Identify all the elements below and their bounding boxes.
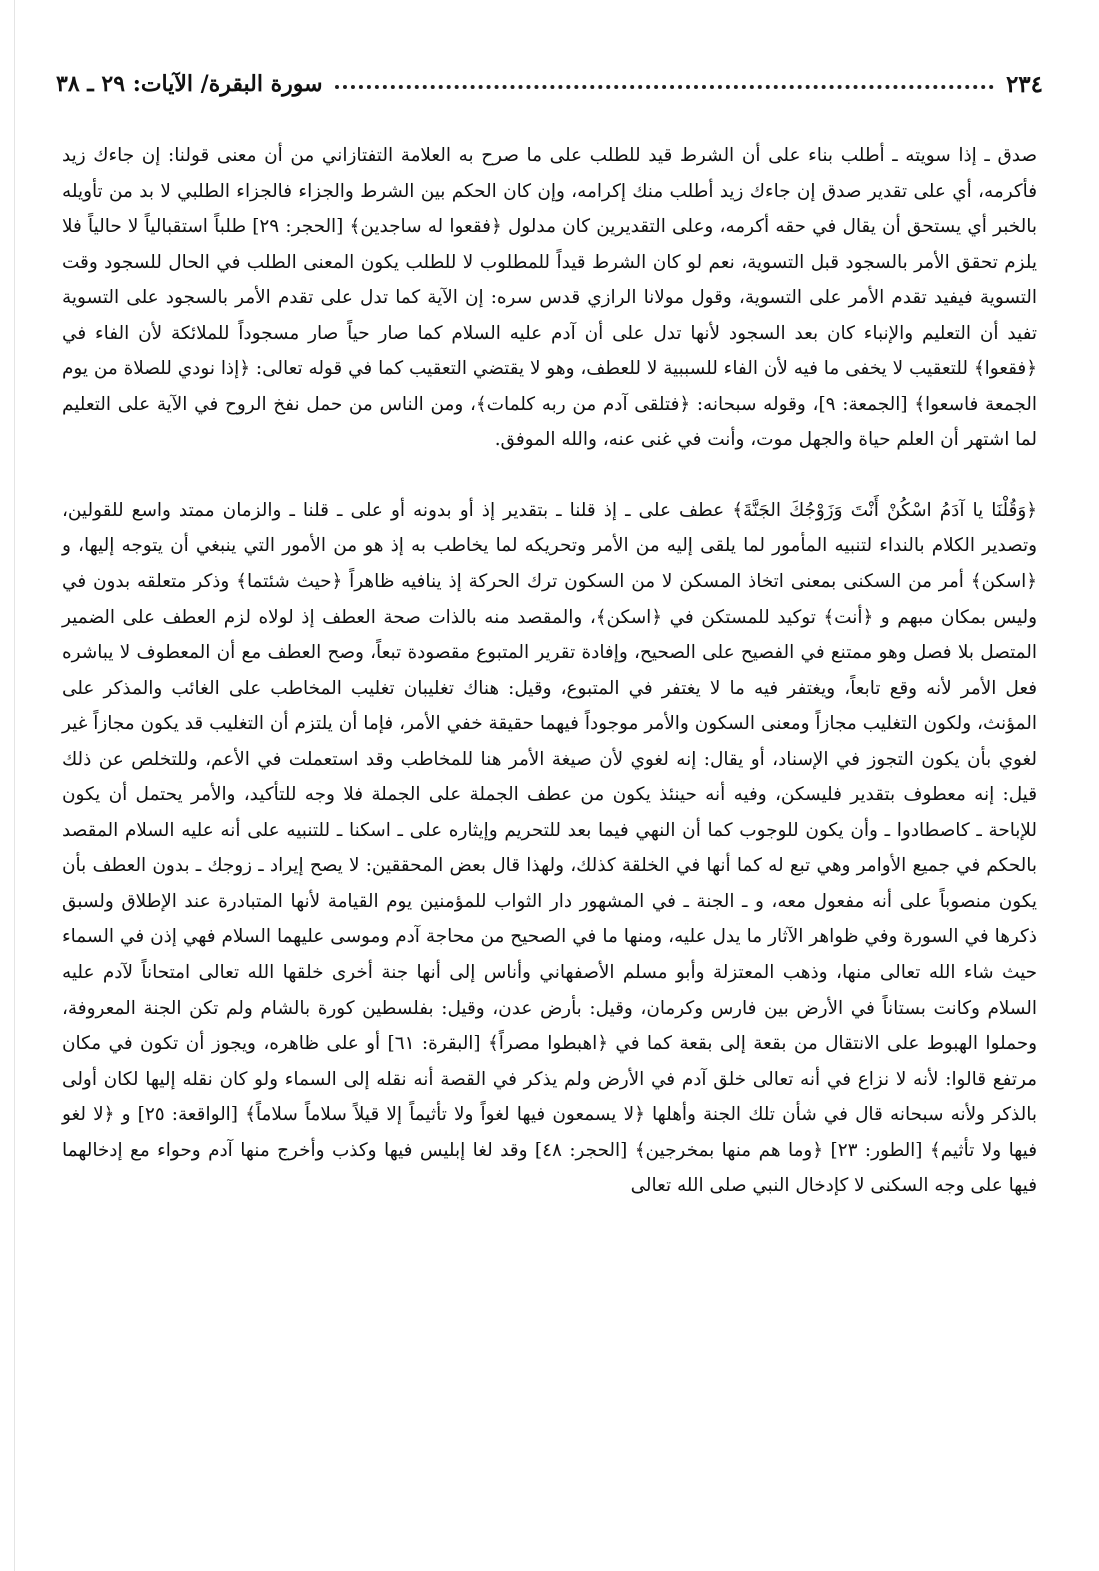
paragraph-2: ﴿وَقُلْنَا يا آدَمُ اسْكُنْ أَنْتَ وَزَوْجُكَ الجَنَّةَ﴾ عطف على ـ إذ قلنا ـ بتقدير إذ أو بدونه أو على ـ قلنا ـ والزمان ممتد واسع للقولين، وتصدير الكلام بالنداء لتنبيه المأمور لما يلقى إليه من الأمر وتحريكه لما يخاطب به إذ هو من الأمور التي ينبغي أن يتوجه إليها، و ﴿اسكن﴾ أمر من السكنى بمعنى اتخاذ المسكن لا من السكون ترك الحركة إذ ينافيه ظاهراً ﴿حيث شئتما﴾ وذكر متعلقه بدون في وليس بمكان مبهم و ﴿أنت﴾ توكيد للمستكن في ﴿اسكن﴾، والمقصد منه بالذات صحة العطف إذ لولاه لزم العطف على الضمير المتصل بلا فصل وهو ممتنع في الفصيح على الصحيح، وإفادة تقرير المتبوع مقصودة تبعاً، وصح العطف مع أن المعطوف لا يباشره فعل الأمر لأنه وقع تابعاً، ويغتفر فيه ما لا يغتفر في المتبوع، وقيل: هناك تغليبان تغليب المخاطب على الغائب والمذكر على المؤنث، ولكون التغليب مجازاً ومعنى السكون والأمر موجوداً فيهما حقيقة خفي الأمر، فإما أن يلتزم أن التغليب قد يكون مجازاً غير لغوي بأن يكون التجوز في الإسناد، أو يقال: إنه لغوي لأن صيغة الأمر هنا للمخاطب وقد استعملت في الأعم، وللتخلص عن ذلك قيل: إنه معطوف بتقدير فليسكن، وفيه أنه حينئذ يكون من عطف الجملة على الجملة فلا وجه للتأكيد، والأمر يحتمل أن يكون للإباحة ـ كاصطادوا ـ وأن يكون للوجوب كما أن النهي فيما بعد للتحريم وإيثاره على ـ اسكنا ـ للتنبيه على أنه عليه السلام المقصد بالحكم في جميع الأوامر وهي تبع له كما أنها في الخلقة كذلك، ولهذا قال بعض المحققين: لا يصح إيراد ـ زوجك ـ بدون العطف بأن يكون منصوباً على أنه مفعول معه، و ـ الجنة ـ في المشهور دار الثواب للمؤمنين يوم القيامة لأنها المتبادرة عند الإطلاق ولسبق ذكرها في السورة وفي ظواهر الآثار ما يدل عليه، ومنها ما في الصحيح من محاجة آدم وموسى عليهما السلام فهي إذن في السماء حيث شاء الله تعالى منها، وذهب المعتزلة وأبو مسلم الأصفهاني وأناس إلى أنها جنة أخرى خلقها الله تعالى امتحاناً لآدم عليه السلام وكانت بستاناً في الأرض بين فارس وكرمان، وقيل: بأرض عدن، وقيل: بفلسطين كورة بالشام ولم تكن الجنة المعروفة، وحملوا الهبوط على الانتقال من بقعة إلى بقعة كما في ﴿اهبطوا مصراً﴾ [البقرة: ٦١] أو على ظاهره، ويجوز أن تكون في مكان مرتفع قالوا: لأنه لا نزاع في أنه تعالى خلق آدم في الأرض ولم يذكر في القصة أنه نقله إلى السماء ولو كان نقله إليها لكان أولى بالذكر ولأنه سبحانه قال في شأن تلك الجنة وأهلها ﴿لا يسمعون فيها لغواً ولا تأثيماً إلا قيلاً سلاماً سلاماً﴾ [الواقعة: ٢٥] و ﴿لا لغو فيها ولا تأثيم﴾ [الطور: ٢٣] ﴿وما هم منها بمخرجين﴾ [الحجر: ٤٨] وقد لغا إبليس فيها وكذب وأخرج منها آدم وحواء مع إدخالهما فيها على وجه السكنى لا كإدخال النبي صلى الله تعالى <box>62 499 1038 1197</box>
dotted-leader <box>335 71 994 89</box>
chapter-title: سورة البقرة/ الآيات: ٢٩ ـ ٣٨ <box>56 71 323 97</box>
body-text <box>62 138 1037 1204</box>
scan-edge-line <box>14 0 15 1571</box>
running-header <box>56 64 1043 104</box>
paragraph-1: صدق ـ إذا سويته ـ أطلب بناء على أن الشرط قيد للطلب على ما صرح به العلامة التفتازاني من أن معنى قولنا: إن جاءك زيد فأكرمه، أي على تقدير صدق إن جاءك زيد أطلب منك إكرامه، وإن كان الحكم بين الشرط والجزاء فالجزاء الطلبي لا بد من تأويله بالخبر أي يستحق أن يقال في حقه أكرمه، وعلى التقديرين كان مدلول ﴿فقعوا له ساجدين﴾ [الحجر: ٢٩] طلباً استقبالياً لا حالياً فلا يلزم تحقق الأمر بالسجود قبل التسوية، نعم لو كان الشرط قيداً للمطلوب لا للطلب يكون المعنى الطلب في الحال للسجود وقت التسوية فيفيد تقدم الأمر على التسوية، وقول مولانا الرازي قدس سره: إن الآية كما تدل على تقدم الأمر بالسجود على التسوية تفيد أن التعليم والإنباء كان بعد السجود لأنها تدل على أن آدم عليه السلام كما صار حياً صار مسجوداً للملائكة لأن الفاء في ﴿فقعوا﴾ للتعقيب لا يخفى ما فيه لأن الفاء للسببية لا للعطف، وهو لا يقتضي التعقيب كما في قوله تعالى: ﴿إذا نودي للصلاة من يوم الجمعة فاسعوا﴾ [الجمعة: ٩]، وقوله سبحانه: ﴿فتلقى آدم من ربه كلمات﴾، ومن الناس من حمل نفخ الروح في الآية على التعليم لما اشتهر أن العلم حياة والجهل موت، وأنت في غنى عنه، والله الموفق. <box>62 145 1037 451</box>
page-number: ٢٣٤ <box>1005 70 1043 98</box>
